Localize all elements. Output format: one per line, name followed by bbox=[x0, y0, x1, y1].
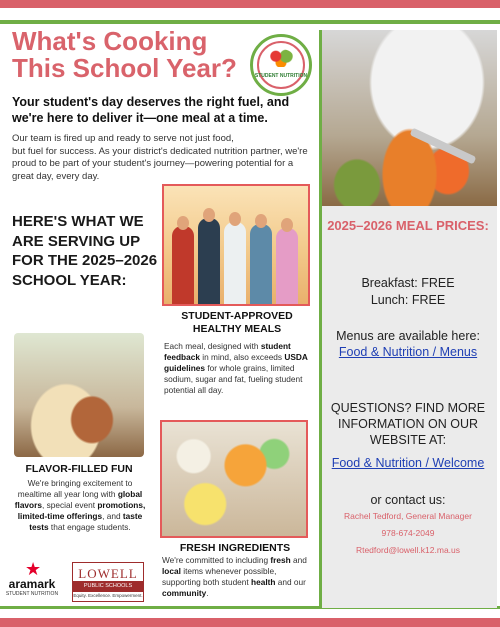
top-green-band bbox=[0, 20, 500, 24]
student-approved-heading: STUDENT-APPROVED HEALTHY MEALS bbox=[181, 310, 293, 335]
student-figure bbox=[276, 228, 298, 304]
tagline: Your student's day deserves the right fuel, and we're here to deliver it—one meal at a time. bbox=[12, 95, 290, 125]
intro-text bbox=[12, 133, 314, 183]
meal-photo bbox=[14, 333, 144, 457]
welcome-link[interactable]: Food & Nutrition / Welcome bbox=[331, 456, 485, 470]
student-head bbox=[281, 218, 293, 232]
student-nutrition-logo bbox=[250, 34, 312, 96]
bottom-red-band bbox=[0, 618, 500, 627]
chef-photo bbox=[322, 30, 497, 206]
menus-link-wrap bbox=[322, 343, 494, 361]
fresh-ingredients-photo bbox=[160, 420, 308, 538]
aramark-name: aramark bbox=[8, 577, 56, 591]
knife-icon bbox=[410, 128, 477, 165]
serving-heading: HERE'S WHAT WE ARE SERVING UP FOR THE 2025–2026 SCHOOL YEAR: bbox=[12, 213, 158, 289]
fresh-heading: FRESH INGREDIENTS bbox=[179, 542, 291, 554]
page-title: What's Cooking This School Year? bbox=[12, 26, 237, 83]
breakfast-price: Breakfast: FREE bbox=[361, 276, 455, 290]
student-figure bbox=[172, 226, 194, 304]
questions-text: QUESTIONS? FIND MORE INFORMATION ON OUR WEBSITE AT: bbox=[330, 401, 486, 447]
intro-body: but fuel for success. As your district's dedicated nutrition partner, we're proud to be part of your student's journey—powering potential for a great day, every day. bbox=[12, 145, 308, 182]
student-approved-text: Each meal, designed with student feedback in mind, also exceeds USDA guidelines for whole grains, limited sodium, sugar and fat, fueling student potential all day. bbox=[164, 341, 308, 395]
flavor-text: We're bringing excitement to mealtime all year long with global flavors, special event promotions, limited-time offerings, and taste tests that engage students. bbox=[14, 478, 146, 532]
student-head bbox=[255, 214, 267, 228]
menus-text: Menus are available here: bbox=[336, 329, 480, 343]
lunch-price: Lunch: FREE bbox=[370, 293, 446, 307]
student-head bbox=[177, 216, 189, 230]
lowell-motto: Equity. Excellence. Empowerment. bbox=[73, 593, 143, 598]
lowell-subtitle: PUBLIC SCHOOLS bbox=[73, 581, 143, 592]
contact-phone: 978-674-2049 bbox=[381, 528, 435, 538]
contact-name: Rachel Tedford, General Manager bbox=[344, 511, 472, 521]
lowell-name: LOWELL bbox=[78, 566, 138, 581]
aramark-logo bbox=[4, 560, 60, 600]
fresh-text: We're committed to including fresh and local items whenever possible, supporting both student health and our community. bbox=[162, 555, 307, 598]
logo-text: STUDENT NUTRITION bbox=[254, 73, 308, 79]
flavor-heading: FLAVOR-FILLED FUN bbox=[25, 463, 133, 475]
contact-label: or contact us: bbox=[370, 493, 446, 507]
aramark-star-icon: ★ bbox=[25, 559, 42, 579]
student-figure bbox=[198, 218, 220, 304]
student-figure bbox=[250, 224, 272, 304]
aramark-subtitle: STUDENT NUTRITION bbox=[5, 591, 59, 597]
student-head bbox=[229, 212, 241, 226]
intro-lead: Our team is fired up and ready to serve not just food, bbox=[12, 133, 234, 144]
vegetables-icon bbox=[268, 49, 294, 67]
student-figure bbox=[224, 222, 246, 304]
menus-link[interactable]: Food & Nutrition / Menus bbox=[338, 345, 478, 359]
top-red-band bbox=[0, 0, 500, 8]
student-head bbox=[203, 208, 215, 222]
welcome-link-wrap bbox=[322, 454, 494, 472]
contact-email[interactable]: Rtedford@lowell.k12.ma.us bbox=[355, 545, 461, 555]
lowell-logo bbox=[72, 562, 144, 602]
meal-prices-heading: 2025–2026 MEAL PRICES: bbox=[327, 218, 489, 233]
students-photo bbox=[162, 184, 310, 306]
